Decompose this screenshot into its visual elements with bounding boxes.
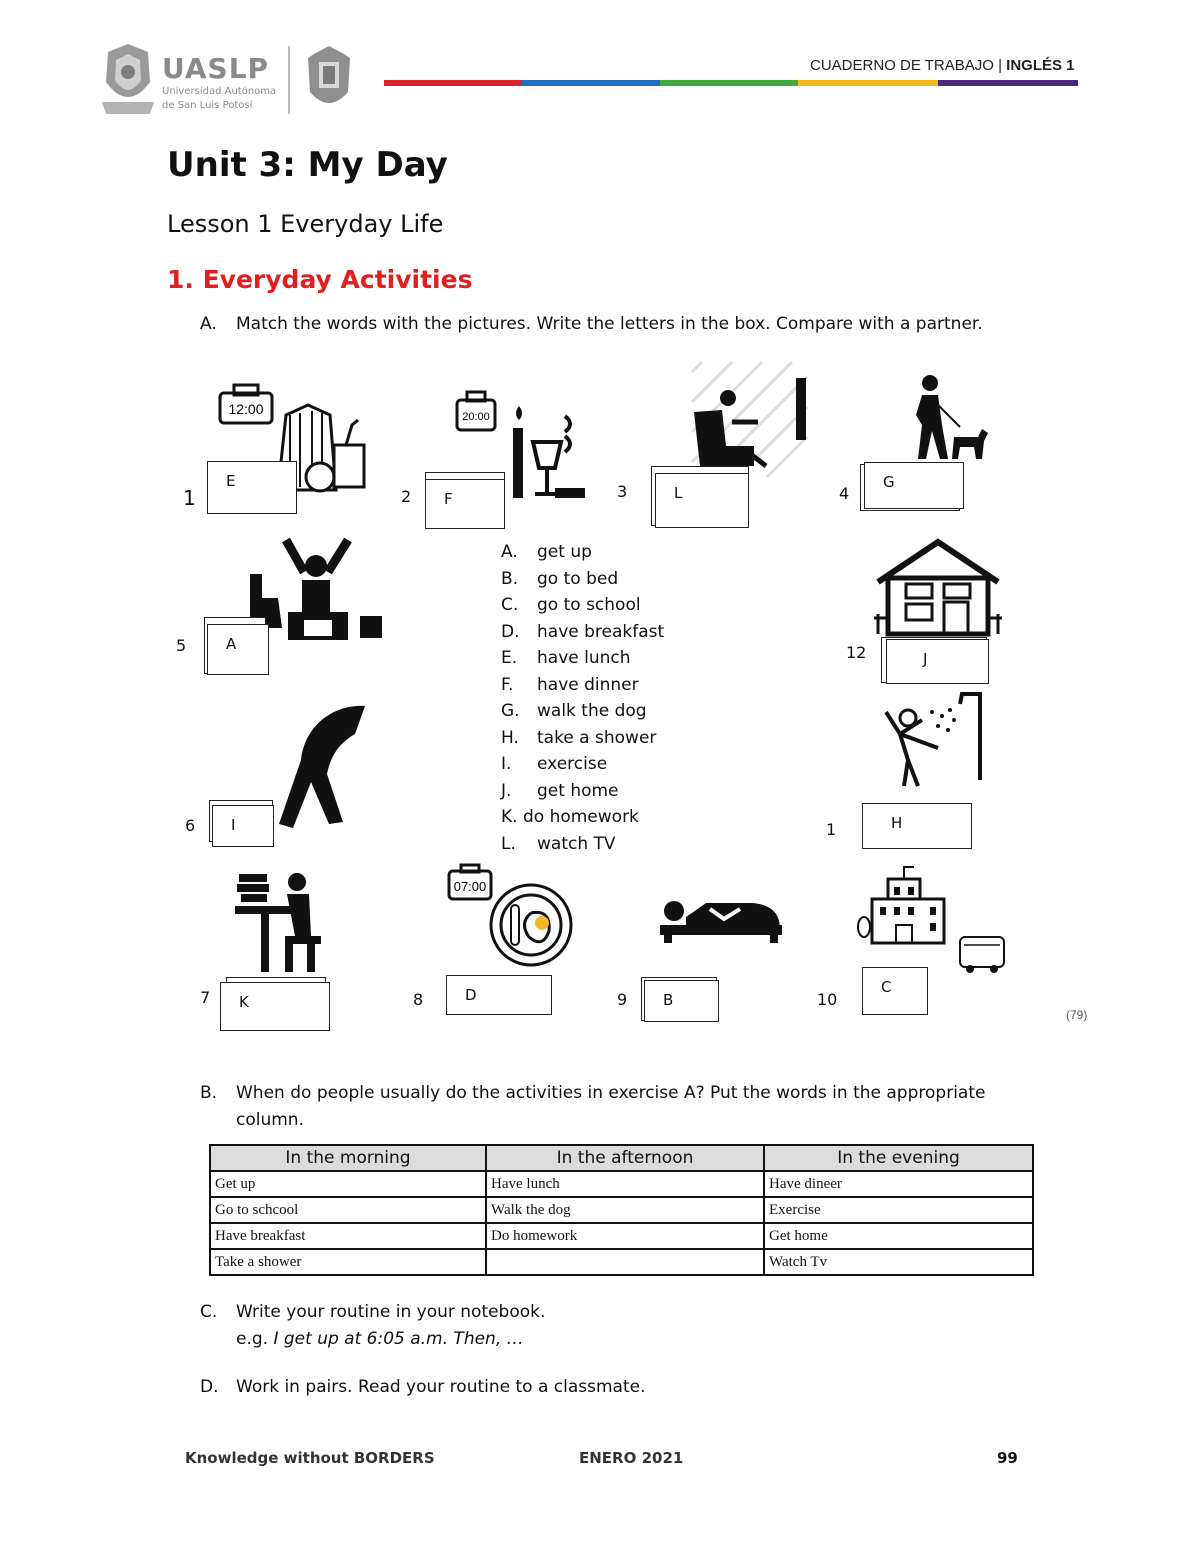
exercise-icon	[275, 704, 375, 834]
exercise-c-text: Write your routine in your notebook.	[236, 1302, 546, 1322]
answer-box-4[interactable]: G	[864, 462, 964, 509]
picture-number-6: 6	[185, 816, 196, 835]
answer-box-2[interactable]: F	[425, 479, 505, 529]
picture-number-12: 12	[846, 643, 867, 662]
picture-number-4: 4	[839, 484, 850, 503]
shower-icon	[882, 690, 992, 790]
answer-box-9[interactable]: B	[644, 980, 719, 1022]
stripe-blue	[522, 80, 660, 86]
table-cell[interactable]: Have lunch	[486, 1171, 764, 1197]
breakfast-icon	[447, 865, 577, 965]
section-title: 1. Everyday Activities	[167, 265, 473, 294]
table-row	[210, 1171, 1033, 1197]
header-evening: In the evening	[764, 1145, 1033, 1171]
picture-number-7: 7	[200, 988, 211, 1007]
breakfast-clock: 07:00	[453, 879, 487, 894]
house-icon	[874, 538, 1004, 638]
exercise-c-instruction	[200, 1299, 545, 1353]
option-f: F. have dinner	[501, 674, 639, 695]
header-separator: |	[998, 57, 1002, 74]
walk-dog-icon	[902, 375, 992, 465]
watch-tv-icon	[692, 362, 812, 482]
exercise-a-text: Match the words with the pictures. Write the letters in the box. Compare with a partner.	[236, 314, 983, 334]
table-cell[interactable]: Get home	[764, 1223, 1033, 1249]
footer-page-number: 99	[997, 1449, 1018, 1467]
answer-box-1[interactable]: E	[207, 461, 297, 514]
table-cell[interactable]: Have dineer	[764, 1171, 1033, 1197]
get-up-icon	[248, 538, 388, 648]
table-cell[interactable]: Get up	[210, 1171, 486, 1197]
answer-box-8[interactable]: D	[446, 975, 552, 1015]
table-cell[interactable]: Watch Tv	[764, 1249, 1033, 1275]
university-logo	[98, 42, 368, 118]
stripe-yellow	[798, 80, 938, 86]
example-prefix: e.g.	[236, 1329, 269, 1349]
notebook-label: CUADERNO DE TRABAJO	[810, 57, 994, 74]
exercise-b-text-2: column.	[236, 1110, 304, 1130]
crest-icon	[98, 42, 158, 118]
exercise-b-instruction	[200, 1080, 985, 1134]
logo-name: UASLP	[162, 52, 270, 85]
option-a: A. get up	[501, 542, 592, 562]
footer-date: ENERO 2021	[579, 1449, 684, 1467]
option-i: I. exercise	[501, 754, 608, 774]
options-list	[501, 542, 664, 860]
logo-divider	[288, 46, 290, 114]
picture-number-3: 3	[617, 482, 628, 501]
option-h: H. take a shower	[501, 727, 657, 748]
picture-number-10: 10	[817, 990, 838, 1009]
table-cell[interactable]: Go to schcool	[210, 1197, 486, 1223]
picture-number-2: 2	[401, 487, 412, 506]
answer-box-3[interactable]: L	[655, 473, 749, 528]
exercise-d-text: Work in pairs. Read your routine to a classmate.	[236, 1377, 646, 1397]
picture-number-8: 8	[413, 990, 424, 1009]
exercise-d-label: D.	[200, 1377, 219, 1397]
stripe-green	[660, 80, 798, 86]
option-b: B. go to bed	[501, 568, 619, 589]
school-icon	[856, 865, 1006, 975]
option-k: K. do homework	[501, 807, 639, 827]
picture-number-9: 9	[617, 990, 628, 1009]
option-j: J. get home	[501, 780, 619, 801]
header-title	[810, 57, 1075, 74]
table-row	[210, 1249, 1033, 1275]
dinner-clock: 20:00	[462, 411, 490, 423]
bed-icon	[660, 895, 785, 945]
exercise-b-text-1: When do people usually do the activities in exercise A? Put the words in the appropriate	[236, 1083, 986, 1103]
stripe-red	[384, 80, 522, 86]
example-text: I get up at 6:05 a.m. Then, …	[273, 1329, 524, 1349]
picture-number-5: 5	[176, 636, 187, 655]
table-row	[210, 1197, 1033, 1223]
answer-box-7[interactable]: K	[220, 982, 330, 1031]
exercise-c-label: C.	[200, 1302, 218, 1322]
stripe-purple	[938, 80, 1078, 86]
answer-box-shower[interactable]: H	[862, 803, 972, 849]
option-g: G. walk the dog	[501, 701, 647, 721]
unit-title: Unit 3: My Day	[167, 145, 448, 185]
table-row	[210, 1223, 1033, 1249]
lesson-title: Lesson 1 Everyday Life	[167, 210, 444, 238]
exercise-d-instruction	[200, 1377, 646, 1397]
picture-number-shower: 1	[826, 820, 837, 839]
table-cell[interactable]: Have breakfast	[210, 1223, 486, 1249]
page-reference: (79)	[1066, 1008, 1088, 1022]
shield-icon	[304, 44, 354, 116]
header-morning: In the morning	[210, 1145, 486, 1171]
header-afternoon: In the afternoon	[486, 1145, 764, 1171]
lunch-clock: 12:00	[228, 401, 264, 417]
table-cell[interactable]: Take a shower	[210, 1249, 486, 1275]
option-c: C. go to school	[501, 595, 641, 615]
option-d: D. have breakfast	[501, 621, 665, 642]
option-e: E. have lunch	[501, 648, 631, 668]
exercise-a-instruction	[200, 314, 983, 334]
exercise-b-label: B.	[200, 1083, 218, 1103]
homework-icon	[235, 872, 325, 972]
table-cell[interactable]: Walk the dog	[486, 1197, 764, 1223]
answer-box-5[interactable]: A	[207, 624, 269, 675]
logo-line2: de San Luis Potosí	[162, 100, 253, 111]
picture-number-1: 1	[183, 486, 196, 510]
exercise-a-label: A.	[200, 314, 217, 334]
table-header-row	[210, 1145, 1033, 1171]
footer-motto: Knowledge without BORDERS	[185, 1449, 435, 1467]
answer-box-12[interactable]: J	[886, 639, 989, 684]
logo-line1: Universidad Autónoma	[162, 86, 277, 97]
table-cell[interactable]: Exercise	[764, 1197, 1033, 1223]
table-cell[interactable]	[486, 1249, 764, 1275]
routine-table	[209, 1144, 1034, 1276]
table-cell[interactable]: Do homework	[486, 1223, 764, 1249]
answer-box-10[interactable]: C	[862, 967, 928, 1015]
course-label: INGLÉS 1	[1006, 57, 1075, 74]
option-l: L. watch TV	[501, 833, 616, 854]
answer-box-6[interactable]: I	[212, 805, 274, 847]
